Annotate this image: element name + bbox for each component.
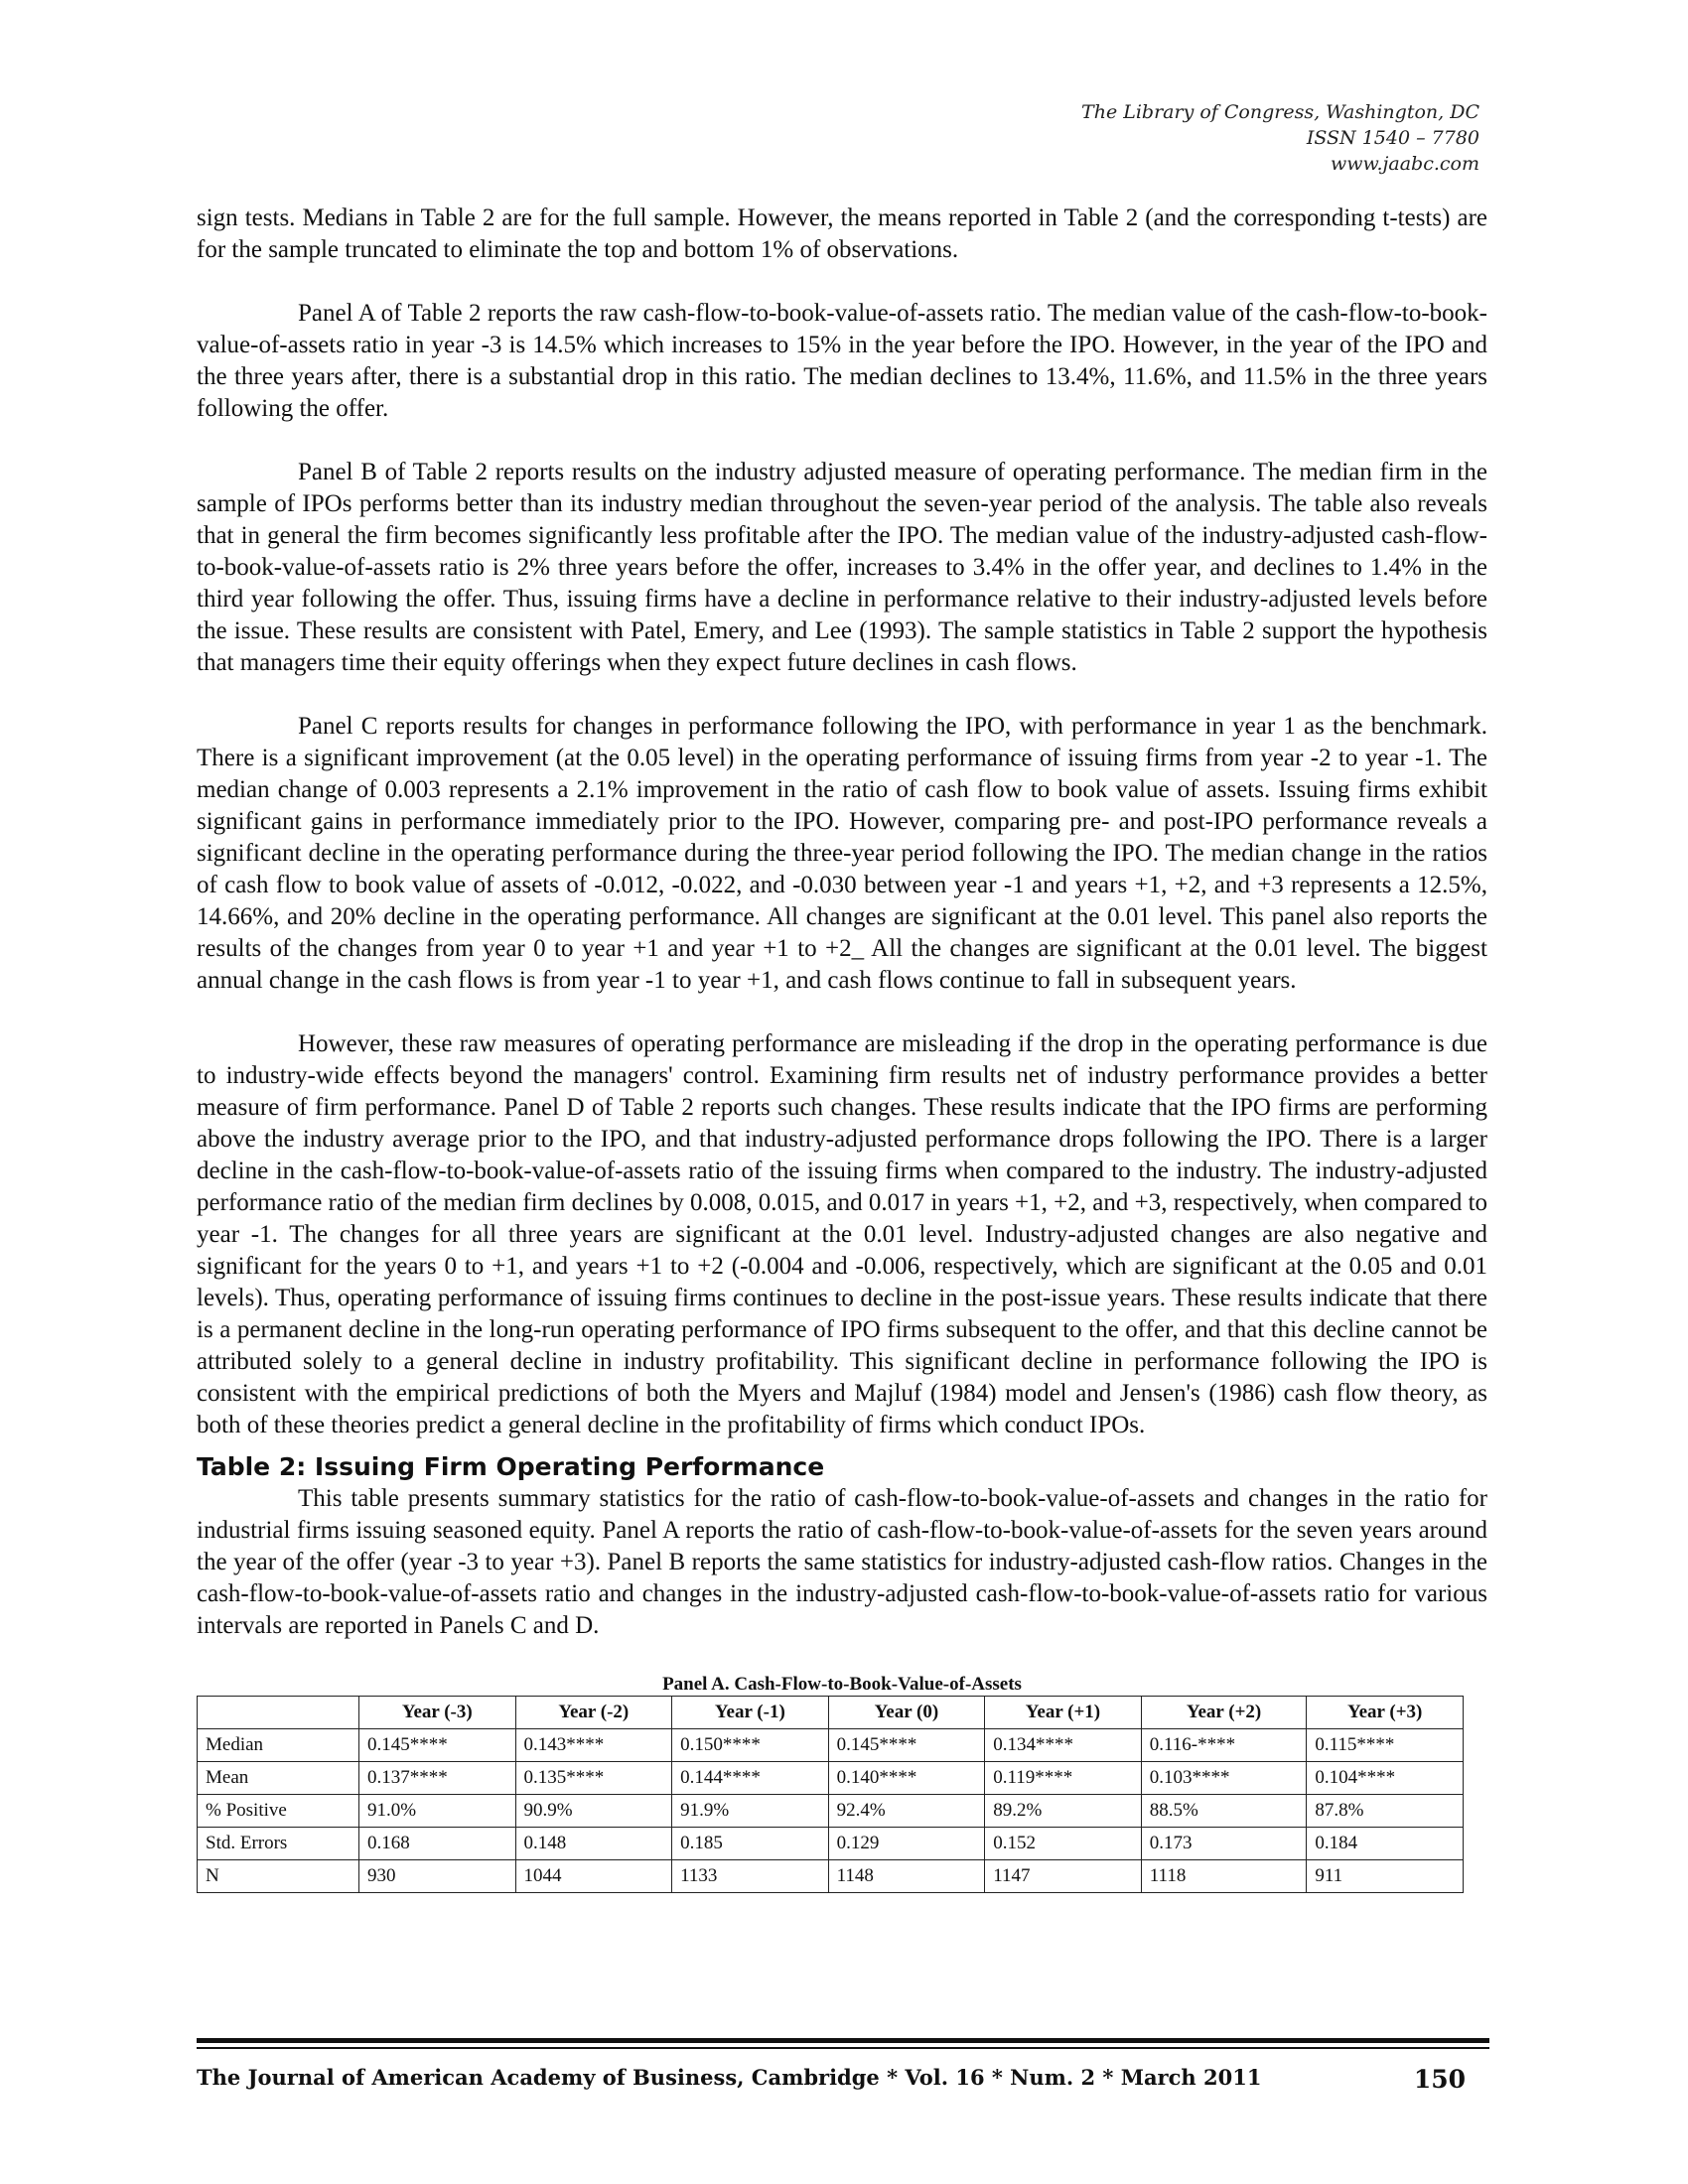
paragraph: However, these raw measures of operating performance are misleading if the drop in the operating performance is due to industry-wide effects beyond the managers' control. Examining firm results net of industry performance provides a better measure of firm performance. Panel D of Table 2 reports such changes. These results indicate that the IPO firms are performing above the industry average prior to the IPO, and that industry-adjusted performance drops following the IPO. There is a larger decline in the cash-flow-to-book-value-of-assets ratio of the issuing firms when compared to the industry. The industry-adjusted performance ratio of the median firm declines by 0.008, 0.015, and 0.017 in years +1, +2, and +3, respectively, when compared to year -1. The changes for all three years are significant at the 0.01 level. Industry-adjusted changes are also negative and significant for the years 0 to +1, and years +1 to +2 (-0.004 and -0.006, respectively, which are significant at the 0.05 and 0.01 levels). Thus, operating performance of issuing firms continues to decline in the post-issue years. These results indicate that there is a permanent decline in the long-run operating performance of IPO firms subsequent to the offer, and that this decline cannot be attributed solely to a general decline in industry profitability. This significant decline in performance following the IPO is consistent with the empirical predictions of both the Myers and Majluf (1984) model and Jensen's (1986) cash flow theory, as both of these theories predict a general decline in the profitability of firms which conduct IPOs. (197, 1030, 1488, 1438)
table-cell: 0.145**** (828, 1729, 985, 1762)
header-issn: ISSN 1540 – 7780 (1306, 127, 1479, 149)
table-cell: 0.129 (828, 1828, 985, 1860)
table-title: Table 2: Issuing Firm Operating Performance (197, 1452, 825, 1481)
footer-rule (197, 2047, 1489, 2049)
paragraph: Panel C reports results for changes in performance following the IPO, with performance in year 1 as the benchmark. There is a significant improvement (at the 0.05 level) in the operating performance of issuing firms from year -2 to year -1. The median change of 0.003 represents a 2.1% improvement in the ratio of cash flow to book value of assets. Issuing firms exhibit significant gains in performance immediately prior to the IPO. However, comparing pre- and post-IPO performance reveals a significant decline in the operating performance during the three-year period following the IPO. The median change in the ratios of cash flow to book value of assets of -0.012, -0.022, and -0.030 between year -1 and years +1, +2, and +3 represents a 12.5%, 14.66%, and 20% decline in the operating performance. All changes are significant at the 0.01 level. This panel also reports the results of the changes from year 0 to year +1 and year +1 to +2_ All the changes are significant at the 0.01 level. The biggest annual change in the cash flows is from year -1 to year +1, and cash flows continue to fall in subsequent years. (197, 713, 1487, 994)
table-cell: 0.152 (985, 1828, 1142, 1860)
panel-a-table (197, 1696, 1464, 1893)
row-label: % Positive (198, 1795, 359, 1828)
column-header: Year (+3) (1307, 1697, 1464, 1729)
column-header: Year (+2) (1141, 1697, 1307, 1729)
table-cell: 1148 (828, 1860, 985, 1893)
table-cell: 1044 (515, 1860, 672, 1893)
table-cell: 0.185 (672, 1828, 829, 1860)
row-label: Std. Errors (198, 1828, 359, 1860)
table-row (198, 1762, 1464, 1795)
table-row (198, 1795, 1464, 1828)
page-footer (197, 2065, 1489, 2094)
table-row (198, 1828, 1464, 1860)
table-cell: 1147 (985, 1860, 1142, 1893)
table-cell: 91.0% (359, 1795, 516, 1828)
row-label: Mean (198, 1762, 359, 1795)
table-cell: 1133 (672, 1860, 829, 1893)
table-cell: 90.9% (515, 1795, 672, 1828)
table-row (198, 1729, 1464, 1762)
table-cell: 0.143**** (515, 1729, 672, 1762)
table-cell: 92.4% (828, 1795, 985, 1828)
table-cell: 0.173 (1141, 1828, 1307, 1860)
paragraph: Panel A of Table 2 reports the raw cash-flow-to-book-value-of-assets ratio. The median value of the cash-flow-to-book-value-of-assets ratio in year -3 is 14.5% which increases to 15% in the year before the IPO. However, in the year of the IPO and the three years after, there is a substantial drop in this ratio. The median declines to 13.4%, 11.6%, and 11.5% in the three years following the offer. (197, 300, 1487, 422)
running-header (1081, 99, 1479, 177)
table-cell: 89.2% (985, 1795, 1142, 1828)
table-header-row (198, 1697, 1464, 1729)
table-cell: 0.135**** (515, 1762, 672, 1795)
paragraph: sign tests. Medians in Table 2 are for the full sample. However, the means reported in Table 2 (and the corresponding t-tests) are for the sample truncated to eliminate the top and bottom 1% of observations. (197, 205, 1487, 263)
table-cell: 0.134**** (985, 1729, 1142, 1762)
page-number: 150 (1413, 2065, 1466, 2094)
table-cell: 87.8% (1307, 1795, 1464, 1828)
table-cell: 911 (1307, 1860, 1464, 1893)
table-cell: 91.9% (672, 1795, 829, 1828)
table-cell: 0.104**** (1307, 1762, 1464, 1795)
table-caption: This table presents summary statistics for the ratio of cash-flow-to-book-value-of-assets and changes in the ratio for industrial firms issuing seasoned equity. Panel A reports the ratio of cash-flow-to-book-value-of-assets for the seven years around the year of the offer (year -3 to year +3). Panel B reports the same statistics for industry-adjusted cash-flow ratios. Changes in the cash-flow-to-book-value-of-assets ratio and changes in the industry-adjusted cash-flow-to-book-value-of-assets ratio for various intervals are reported in Panels C and D. (197, 1485, 1487, 1639)
column-header (198, 1697, 359, 1729)
column-header: Year (-3) (359, 1697, 516, 1729)
column-header: Year (-1) (672, 1697, 829, 1729)
table-cell: 0.144**** (672, 1762, 829, 1795)
table-cell: 1118 (1141, 1860, 1307, 1893)
column-header: Year (-2) (515, 1697, 672, 1729)
table-cell: 930 (359, 1860, 516, 1893)
table-cell: 0.137**** (359, 1762, 516, 1795)
column-header: Year (+1) (985, 1697, 1142, 1729)
panel-a-title: Panel A. Cash-Flow-to-Book-Value-of-Assets (662, 1674, 1022, 1695)
table-cell: 0.145**** (359, 1729, 516, 1762)
header-publisher: The Library of Congress, Washington, DC (1081, 101, 1479, 123)
footer-journal: The Journal of American Academy of Business, Cambridge * Vol. 16 * Num. 2 * March 2011 (197, 2065, 1262, 2090)
table-cell: 0.140**** (828, 1762, 985, 1795)
table-cell: 0.148 (515, 1828, 672, 1860)
table-cell: 88.5% (1141, 1795, 1307, 1828)
table-cell: 0.168 (359, 1828, 516, 1860)
table-cell: 0.116-**** (1141, 1729, 1307, 1762)
footer-rule (197, 2038, 1489, 2043)
row-label: N (198, 1860, 359, 1893)
row-label: Median (198, 1729, 359, 1762)
column-header: Year (0) (828, 1697, 985, 1729)
article-body (197, 203, 1487, 1893)
table-cell: 0.119**** (985, 1762, 1142, 1795)
table-row (198, 1860, 1464, 1893)
paragraph: Panel B of Table 2 reports results on the industry adjusted measure of operating performance. The median firm in the sample of IPOs performs better than its industry median throughout the seven-year period of the analysis. The table also reveals that in general the firm becomes significantly less profitable after the IPO. The median value of the industry-adjusted cash-flow-to-book-value-of-assets ratio is 2% three years before the offer, increases to 3.4% in the offer year, and declines to 1.4% in the third year following the offer. Thus, issuing firms have a decline in performance relative to their industry-adjusted levels before the issue. These results are consistent with Patel, Emery, and Lee (1993). The sample statistics in Table 2 support the hypothesis that managers time their equity offerings when they expect future declines in cash flows. (197, 459, 1487, 676)
table-cell: 0.103**** (1141, 1762, 1307, 1795)
table-cell: 0.115**** (1307, 1729, 1464, 1762)
header-website: www.jaabc.com (1330, 153, 1479, 175)
table-cell: 0.184 (1307, 1828, 1464, 1860)
table-cell: 0.150**** (672, 1729, 829, 1762)
